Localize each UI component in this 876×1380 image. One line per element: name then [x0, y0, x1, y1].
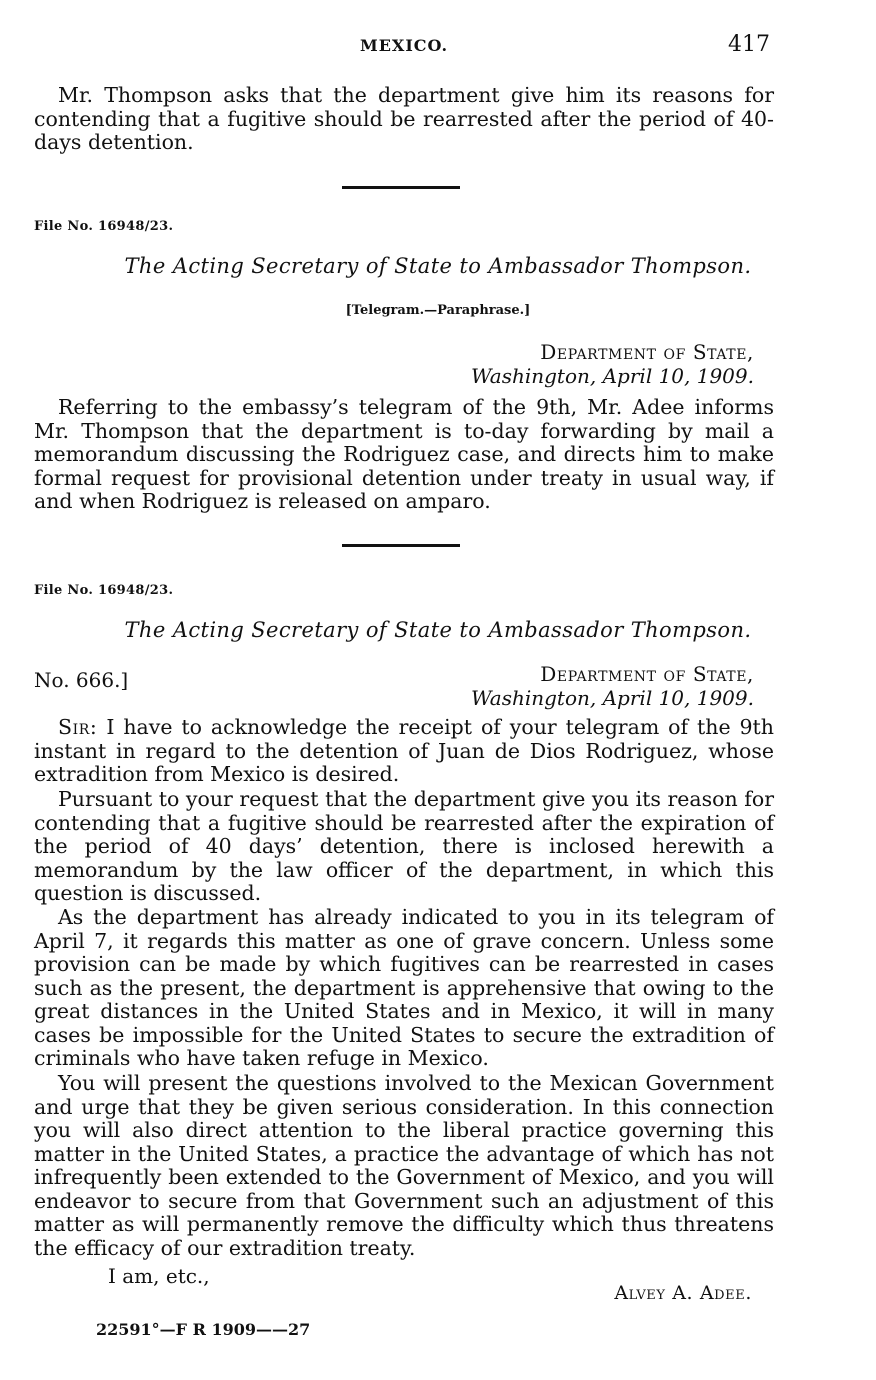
- letter-heading: The Acting Secretary of State to Ambassador Thompson.: [124, 618, 752, 642]
- dateline-department: Department of State,: [540, 340, 754, 364]
- file-number: File No. 16948/23.: [34, 583, 174, 598]
- section-divider: [342, 186, 460, 189]
- letter-paragraph: As the department has already indicated to you in its telegram of April 7, it regards this matter as one of grave concern. Unless some provision can be made by which fugitives can be rearrested in cases such as the present, the department is apprehensive that owing to the great distances in the United States and in Mexico, it will in many cases be impossible for the United States to secure the extradition of criminals who have taken refuge in Mexico.: [34, 905, 774, 1070]
- letter-paragraph: You will present the questions involved to the Mexican Government and urge that they be given serious consideration. In this connection you will also direct attention to the liberal practice governing this matter in the United States, a practice the advantage of which has not infrequently been extended to the Government of Mexico, and you will endeavor to secure from that Government such an adjustment of this matter as will permanently remove the difficulty which thus threatens the efficacy of our extradition treaty.: [34, 1071, 774, 1260]
- dateline-department: Department of State,: [540, 662, 754, 686]
- salutation: Sir:: [58, 715, 98, 739]
- document-number: No. 666.]: [34, 668, 129, 692]
- section-divider: [342, 544, 460, 547]
- printer-mark: 22591°—F R 1909——27: [96, 1320, 311, 1339]
- file-number: File No. 16948/23.: [34, 219, 174, 234]
- page-header: [0, 32, 876, 58]
- telegram-note: [Telegram.—Paraphrase.]: [345, 303, 531, 318]
- dateline-place: Washington, April 10, 1909.: [470, 364, 754, 388]
- letter-heading: The Acting Secretary of State to Ambassador Thompson.: [124, 254, 752, 278]
- dateline: [471, 662, 754, 710]
- closing: I am, etc.,: [108, 1264, 210, 1288]
- intro-paragraph: Mr. Thompson asks that the department give him its reasons for contending that a fugitive should be rearrested after the period of 40-days detention.: [34, 83, 774, 154]
- telegram-body: Referring to the embassy’s telegram of the 9th, Mr. Adee informs Mr. Thompson that the department is to-day forwarding by mail a memorandum discussing the Rodriguez case, and directs him to make formal request for provisional detention under treaty in usual way, if and when Rodriguez is released on amparo.: [34, 395, 774, 513]
- running-head: MEXICO.: [360, 36, 449, 55]
- page-number: 417: [728, 32, 770, 57]
- letter-paragraph: Sir: I have to acknowledge the receipt of your telegram of the 9th instant in regard to the detention of Juan de Dios Rodriguez, whose extradition from Mexico is desired.: [34, 715, 774, 786]
- signature: Alvey A. Adee.: [614, 1282, 752, 1304]
- dateline-place: Washington, April 10, 1909.: [470, 686, 754, 710]
- dateline: [471, 340, 754, 388]
- letter-paragraph: Pursuant to your request that the department give you its reason for contending that a fugitive should be rearrested after the expiration of the period of 40 days’ detention, there is inclosed herewith a memorandum by the law officer of the department, in which this question is discussed.: [34, 787, 774, 905]
